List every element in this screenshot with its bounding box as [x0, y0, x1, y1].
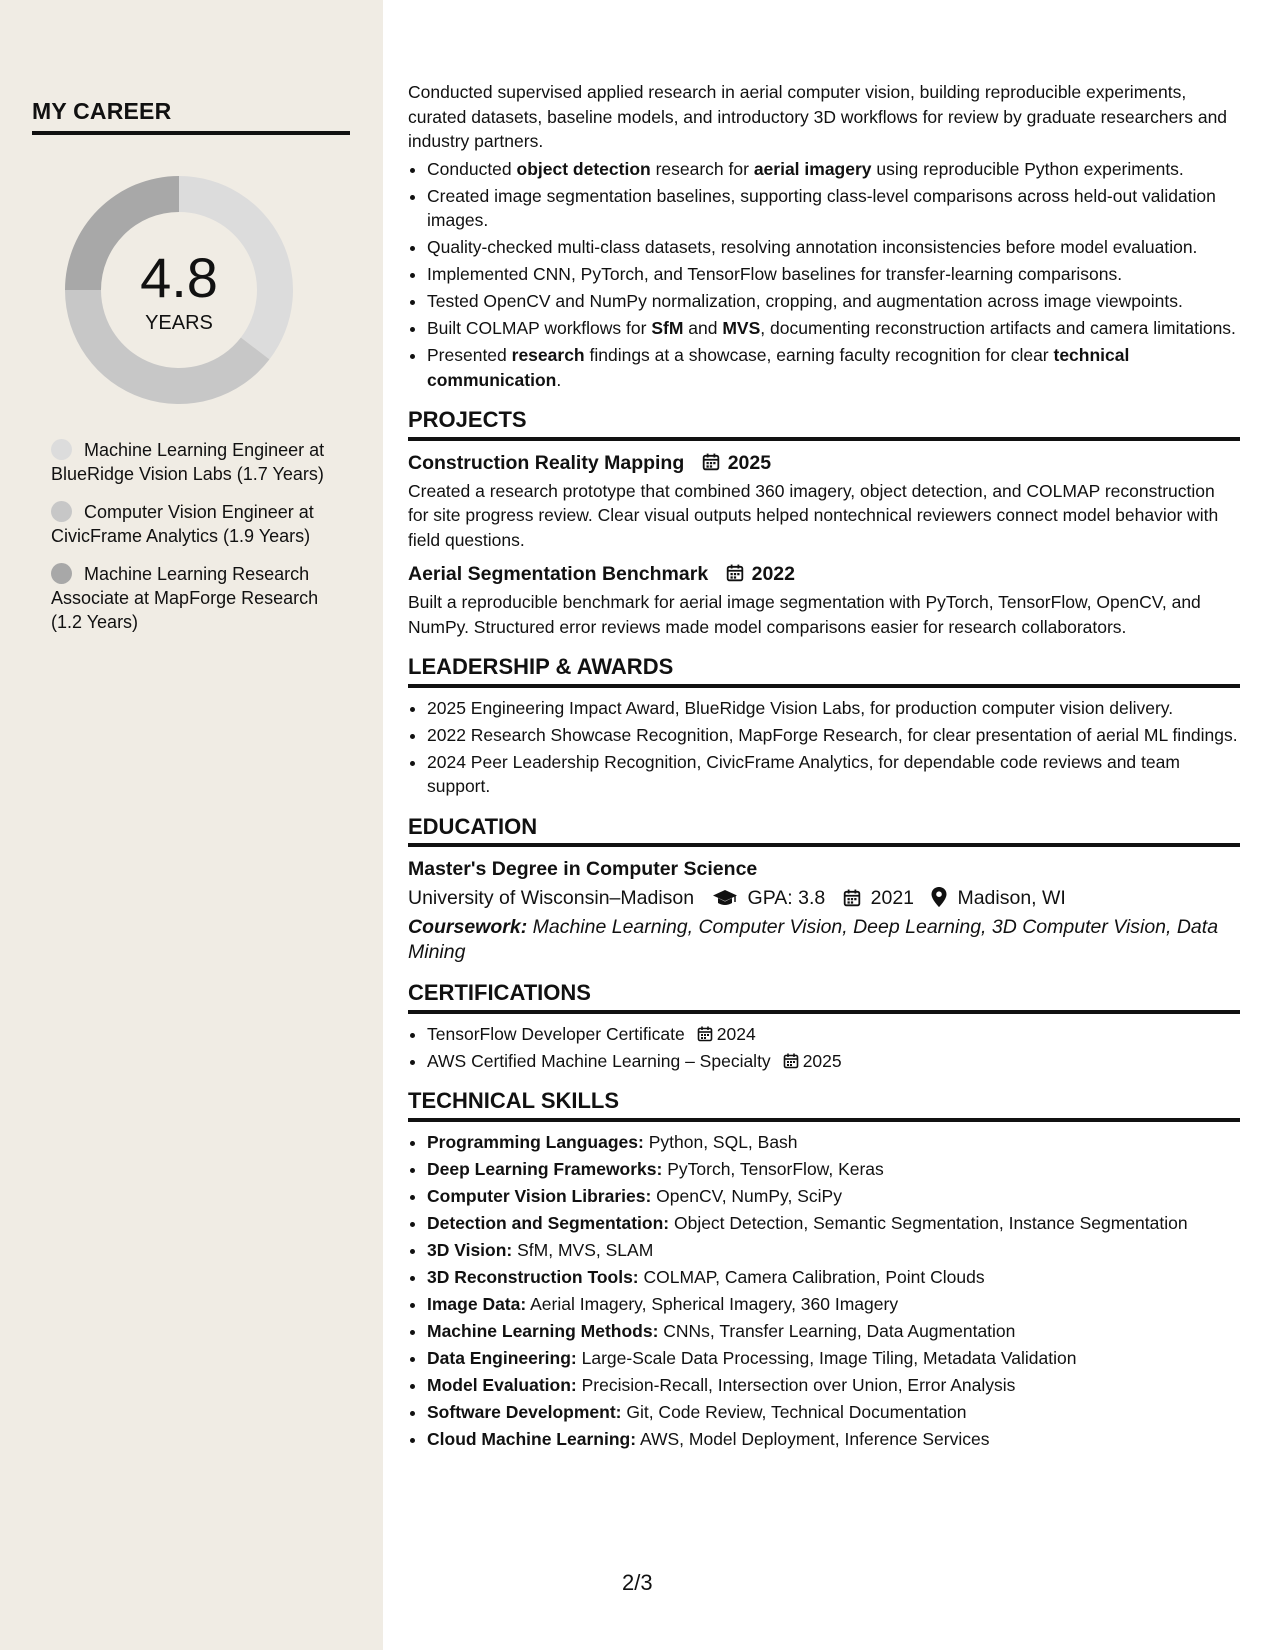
skill-label: Model Evaluation:: [427, 1374, 577, 1395]
skill-value: Python, SQL, Bash: [643, 1131, 798, 1152]
skill-item: [427, 1400, 1240, 1425]
skill-value: COLMAP, Camera Calibration, Point Clouds: [638, 1266, 985, 1287]
project-title-row: [408, 449, 1240, 477]
skill-label: Machine Learning Methods:: [427, 1320, 659, 1341]
project-title-row: [408, 560, 1240, 588]
calendar-icon: [843, 889, 861, 907]
education-details: [408, 883, 1240, 913]
skill-value: Large-Scale Data Processing, Image Tiling, Metadata Validation: [576, 1347, 1077, 1368]
legend-dot: [51, 563, 72, 584]
award-item: • 2024 Peer Leadership Recognition, CivicFrame Analytics, for dependable code reviews and team support.: [427, 750, 1240, 799]
text: Built COLMAP workflows for: [427, 318, 652, 338]
text: .: [556, 369, 562, 390]
skill-value: OpenCV, NumPy, SciPy: [651, 1185, 842, 1206]
donut-center: [65, 246, 293, 335]
skill-item: [427, 1427, 1240, 1452]
location-pin-icon: [931, 887, 947, 907]
skill-label: Image Data:: [427, 1293, 527, 1314]
skill-value: Aerial Imagery, Spherical Imagery, 360 Imagery: [526, 1293, 899, 1314]
certification-name: TensorFlow Developer Certificate: [427, 1023, 685, 1044]
career-legend: [51, 438, 331, 648]
skill-item: [427, 1211, 1240, 1236]
bold-text: aerial imagery: [753, 158, 872, 179]
calendar-icon: [697, 1026, 713, 1042]
legend-label: Computer Vision Engineer at CivicFrame Analytics (1.9 Years): [51, 502, 314, 546]
skill-item: [427, 1292, 1240, 1317]
skill-value: CNNs, Transfer Learning, Data Augmentation: [658, 1320, 1016, 1341]
certifications-heading: CERTIFICATIONS: [408, 981, 1240, 1014]
experience-bullet: • Tested OpenCV and NumPy normalization, cropping, and augmentation across image viewpoints.: [427, 289, 1240, 314]
skill-item: [427, 1157, 1240, 1182]
page-number: 2/3: [622, 1570, 653, 1595]
project-title: Aerial Segmentation Benchmark: [408, 563, 709, 585]
bold-text: object detection: [516, 158, 651, 179]
awards-heading: LEADERSHIP & AWARDS: [408, 655, 1240, 688]
experience-bullet: [427, 316, 1240, 341]
legend-label: Machine Learning Research Associate at MapForge Research (1.2 Years): [51, 564, 319, 632]
gpa: GPA: 3.8: [747, 887, 826, 909]
skill-item: [427, 1346, 1240, 1371]
legend-dot: [51, 439, 72, 460]
project-title: Construction Reality Mapping: [408, 451, 685, 474]
bold-text: SfM: [651, 318, 684, 338]
degree-title: Master's Degree in Computer Science: [408, 858, 758, 880]
certification-year: 2025: [802, 1050, 842, 1071]
skill-label: Cloud Machine Learning:: [427, 1428, 637, 1449]
skill-value: Git, Code Review, Technical Documentation: [621, 1401, 967, 1422]
experience-bullet: [427, 157, 1240, 182]
skill-item: [427, 1184, 1240, 1209]
awards-list: [408, 696, 1240, 799]
experience-bullet: [427, 343, 1240, 392]
award-item: • 2025 Engineering Impact Award, BlueRidge Vision Labs, for production computer vision delivery.: [427, 696, 1240, 721]
skill-label: Deep Learning Frameworks:: [427, 1158, 663, 1179]
project-description: Built a reproducible benchmark for aerial image segmentation with PyTorch, TensorFlow, OpenCV, and NumPy. Structured error reviews made model comparisons easier for research collaborators.: [408, 592, 1201, 637]
coursework: [408, 915, 1240, 965]
main-content: [408, 80, 1240, 1454]
award-item: • 2022 Research Showcase Recognition, MapForge Research, for clear presentation of aerial ML findings.: [427, 723, 1240, 748]
bold-text: technical communication: [427, 345, 1130, 390]
text: research for: [650, 158, 754, 179]
skills-list: [408, 1130, 1240, 1452]
certification-item: [427, 1022, 1240, 1047]
school-name: University of Wisconsin–Madison: [408, 887, 695, 909]
skills-heading: TECHNICAL SKILLS: [408, 1089, 1240, 1122]
total-years-unit: YEARS: [145, 312, 213, 334]
legend-dot: [51, 501, 72, 522]
education-heading: EDUCATION: [408, 815, 1240, 848]
experience-bullets: [408, 157, 1240, 393]
skill-label: 3D Vision:: [427, 1239, 513, 1260]
certification-year: 2024: [716, 1023, 756, 1044]
text: Presented: [427, 345, 512, 365]
skill-item: [427, 1319, 1240, 1344]
legend-item: [51, 500, 331, 548]
skill-value: AWS, Model Deployment, Inference Services: [636, 1428, 990, 1449]
sidebar: [0, 0, 383, 1650]
graduation-cap-icon: [712, 889, 738, 907]
skill-label: 3D Reconstruction Tools:: [427, 1266, 639, 1287]
calendar-icon: [726, 564, 744, 582]
skill-item: [427, 1238, 1240, 1263]
total-years-value: 4.8: [140, 246, 218, 309]
certification-name: AWS Certified Machine Learning – Specialty: [427, 1050, 771, 1071]
bold-text: research: [511, 345, 585, 365]
location: Madison, WI: [957, 887, 1066, 909]
legend-item: [51, 562, 331, 634]
bold-text: MVS: [722, 318, 761, 338]
calendar-icon: [783, 1053, 799, 1069]
legend-item: [51, 438, 331, 486]
legend-label: Machine Learning Engineer at BlueRidge Vision Labs (1.7 Years): [51, 440, 325, 484]
skill-item: [427, 1265, 1240, 1290]
experience-bullet: • Implemented CNN, PyTorch, and TensorFlow baselines for transfer-learning comparisons.: [427, 262, 1240, 287]
experience-bullet: • Quality-checked multi-class datasets, resolving annotation inconsistencies before model evaluation.: [427, 235, 1240, 260]
career-heading: MY CAREER: [32, 98, 350, 135]
skill-value: Object Detection, Semantic Segmentation, Instance Segmentation: [669, 1212, 1188, 1233]
calendar-icon: [702, 453, 720, 471]
coursework-label: Coursework:: [408, 916, 528, 938]
skill-label: Software Development:: [427, 1401, 622, 1422]
skill-value: SfM, MVS, SLAM: [512, 1239, 654, 1260]
skill-label: Data Engineering:: [427, 1347, 577, 1368]
graduation-year: 2021: [870, 887, 915, 909]
text: using reproducible Python experiments.: [871, 158, 1184, 179]
skill-item: [427, 1373, 1240, 1398]
skill-value: Precision-Recall, Intersection over Union, Error Analysis: [576, 1374, 1016, 1395]
project-year: 2025: [727, 451, 772, 474]
experience-bullet: • Created image segmentation baselines, supporting class-level comparisons across held-out validation images.: [427, 184, 1240, 233]
certifications-list: [408, 1022, 1240, 1074]
experience-intro: Conducted supervised applied research in aerial computer vision, building reproducible experiments, curated datasets, baseline models, and introductory 3D workflows for review by graduate researchers and industry partners.: [408, 82, 1228, 151]
skill-item: [427, 1130, 1240, 1155]
project-year: 2022: [751, 563, 795, 585]
projects-heading: PROJECTS: [408, 408, 1240, 441]
text: , documenting reconstruction artifacts and camera limitations.: [760, 318, 1236, 338]
certification-item: [427, 1049, 1240, 1074]
skill-value: PyTorch, TensorFlow, Keras: [662, 1158, 884, 1179]
skill-label: Detection and Segmentation:: [427, 1212, 670, 1233]
skill-label: Programming Languages:: [427, 1131, 644, 1152]
text: and: [683, 318, 723, 338]
skill-label: Computer Vision Libraries:: [427, 1185, 652, 1206]
text: Conducted: [427, 158, 517, 179]
project-description: Created a research prototype that combined 360 imagery, object detection, and COLMAP reconstruction for site progress review. Clear visual outputs helped nontechnical reviewers connect model behavior with field questions.: [408, 480, 1219, 550]
text: findings at a showcase, earning faculty recognition for clear: [584, 345, 1054, 365]
coursework-list: Machine Learning, Computer Vision, Deep Learning, 3D Computer Vision, Data Mining: [408, 916, 1219, 963]
